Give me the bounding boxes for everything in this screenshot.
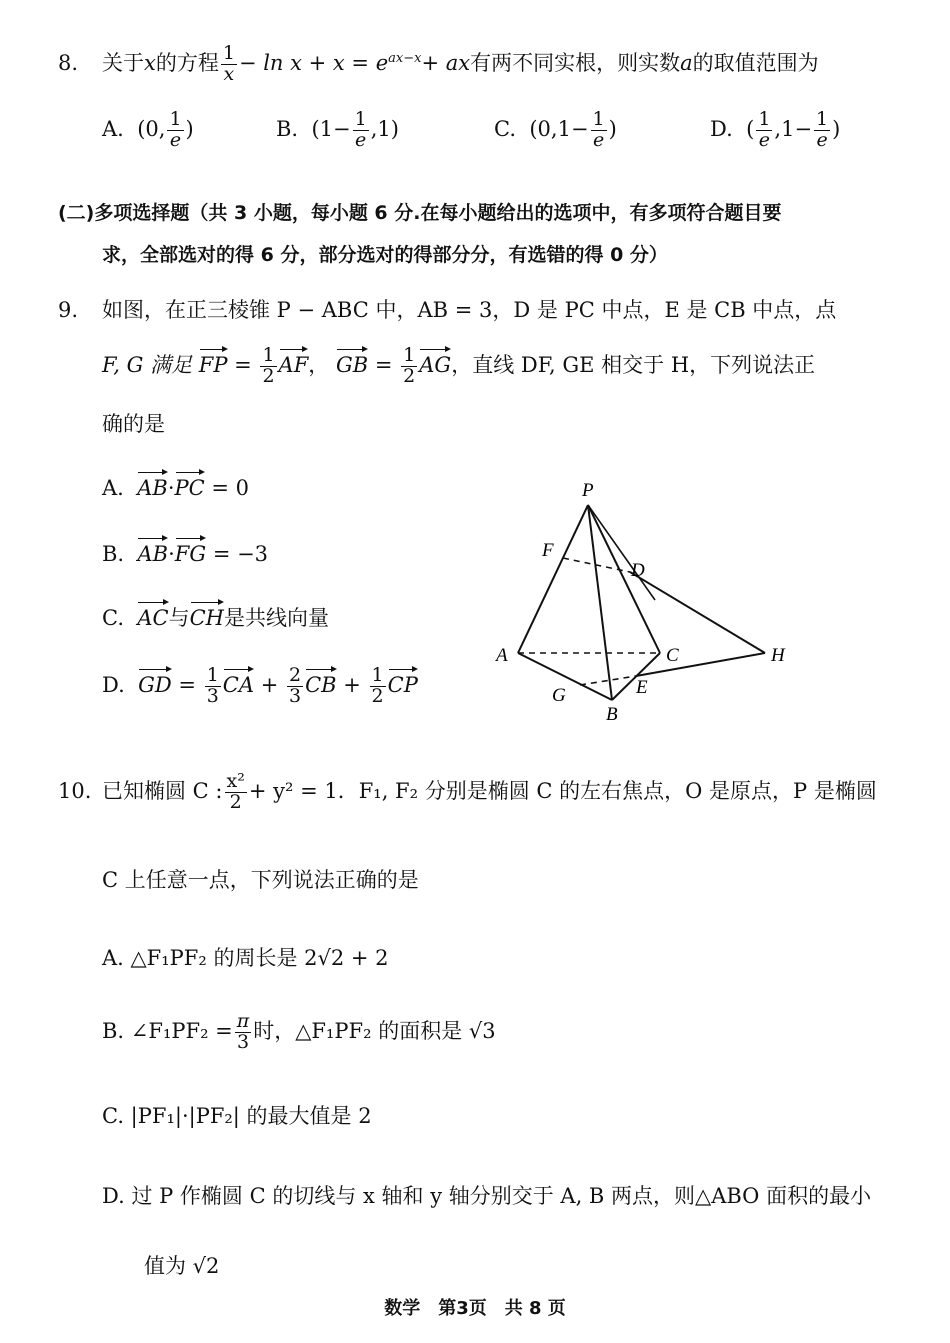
q9-stem-line3: 确的是 — [102, 412, 165, 436]
q9-stem-line2: F, G 满足 FP = $\frac{1}{2}$ AF， GB = $\frac{1}{2}$ AG，直线 DF, GE 相交于 H，下列说法正 — [102, 344, 816, 387]
q9-option-c: C. AC与CH是共线向量 — [102, 600, 329, 632]
q8-option-b: B. (1− $\frac{1}{e}$ ,1) — [276, 108, 399, 151]
edge-PC — [588, 505, 660, 653]
q8-option-a: A. (0, $\frac{1}{e}$ ) — [102, 108, 194, 151]
q9-pyramid-diagram — [490, 470, 800, 730]
q9-stem-line1: 9. 如图，在正三棱锥 P − ABC 中，AB = 3，D 是 PC 中点，E 是 CB 中点，点 — [58, 298, 837, 322]
label-D: D — [631, 560, 645, 581]
q10-option-a: A. △F₁PF₂ 的周长是 2√2 + 2 — [102, 946, 389, 970]
q10-option-d-line1: D. 过 P 作椭圆 C 的切线与 x 轴和 y 轴分别交于 A, B 两点，则△ABO 面积的最小 — [102, 1184, 872, 1208]
page-footer: 数学 第3页 共 8 页 — [384, 1298, 566, 1319]
q9-option-b: B. AB·FG = −3 — [102, 536, 268, 566]
q10-option-b: B. ∠F₁PF₂ = $\frac{\pi}{3}$ 时，△F₁PF₂ 的面积是 √3 — [102, 1010, 496, 1053]
label-E: E — [636, 677, 648, 698]
q10-option-c: C. |PF₁|·|PF₂| 的最大值是 2 — [102, 1104, 372, 1128]
q8-option-c: C. (0,1− $\frac{1}{e}$ ) — [494, 108, 617, 151]
label-A: A — [496, 645, 508, 666]
q9-option-d: D. GD = $\frac{1}{3}$ CA + $\frac{2}{3}$ CB + $\frac{1}{2}$ CP — [102, 664, 418, 707]
q10-option-d-line2: 值为 √2 — [144, 1254, 220, 1278]
label-C: C — [666, 645, 679, 666]
q8-stem: 8. 关于x的方程 $\frac{1}{x}$ − $\ln x + x = e^{ax-x}+$ ax有两不同实根，则实数a的取值范围为 — [58, 42, 819, 85]
label-G: G — [552, 685, 566, 706]
label-H: H — [771, 645, 785, 666]
q9-option-a: A. AB·PC = 0 — [102, 470, 249, 500]
section2-header-line2: 求，全部选对的得 6 分，部分选对的得部分分，有选错的得 0 分） — [102, 244, 668, 266]
edge-PA — [518, 505, 588, 653]
line-DH — [630, 572, 765, 653]
q8-option-d: D. ( $\frac{1}{e}$ ,1− $\frac{1}{e}$ ) — [710, 108, 841, 151]
section2-header-line1: (二)多项选择题（共 3 小题，每小题 6 分.在每小题给出的选项中，有多项符合题目要 — [58, 202, 782, 224]
q10-stem-line1: 10. 已知椭圆 C : $\frac{\text{x²}}{2}$ + y² = 1．F₁, F₂ 分别是椭圆 C 的左右焦点，O 是原点，P 是椭圆 — [58, 770, 877, 813]
q10-stem-line2: C 上任意一点，下列说法正确的是 — [102, 868, 419, 892]
label-P: P — [582, 480, 594, 501]
label-B: B — [606, 704, 618, 725]
label-F: F — [542, 540, 554, 561]
